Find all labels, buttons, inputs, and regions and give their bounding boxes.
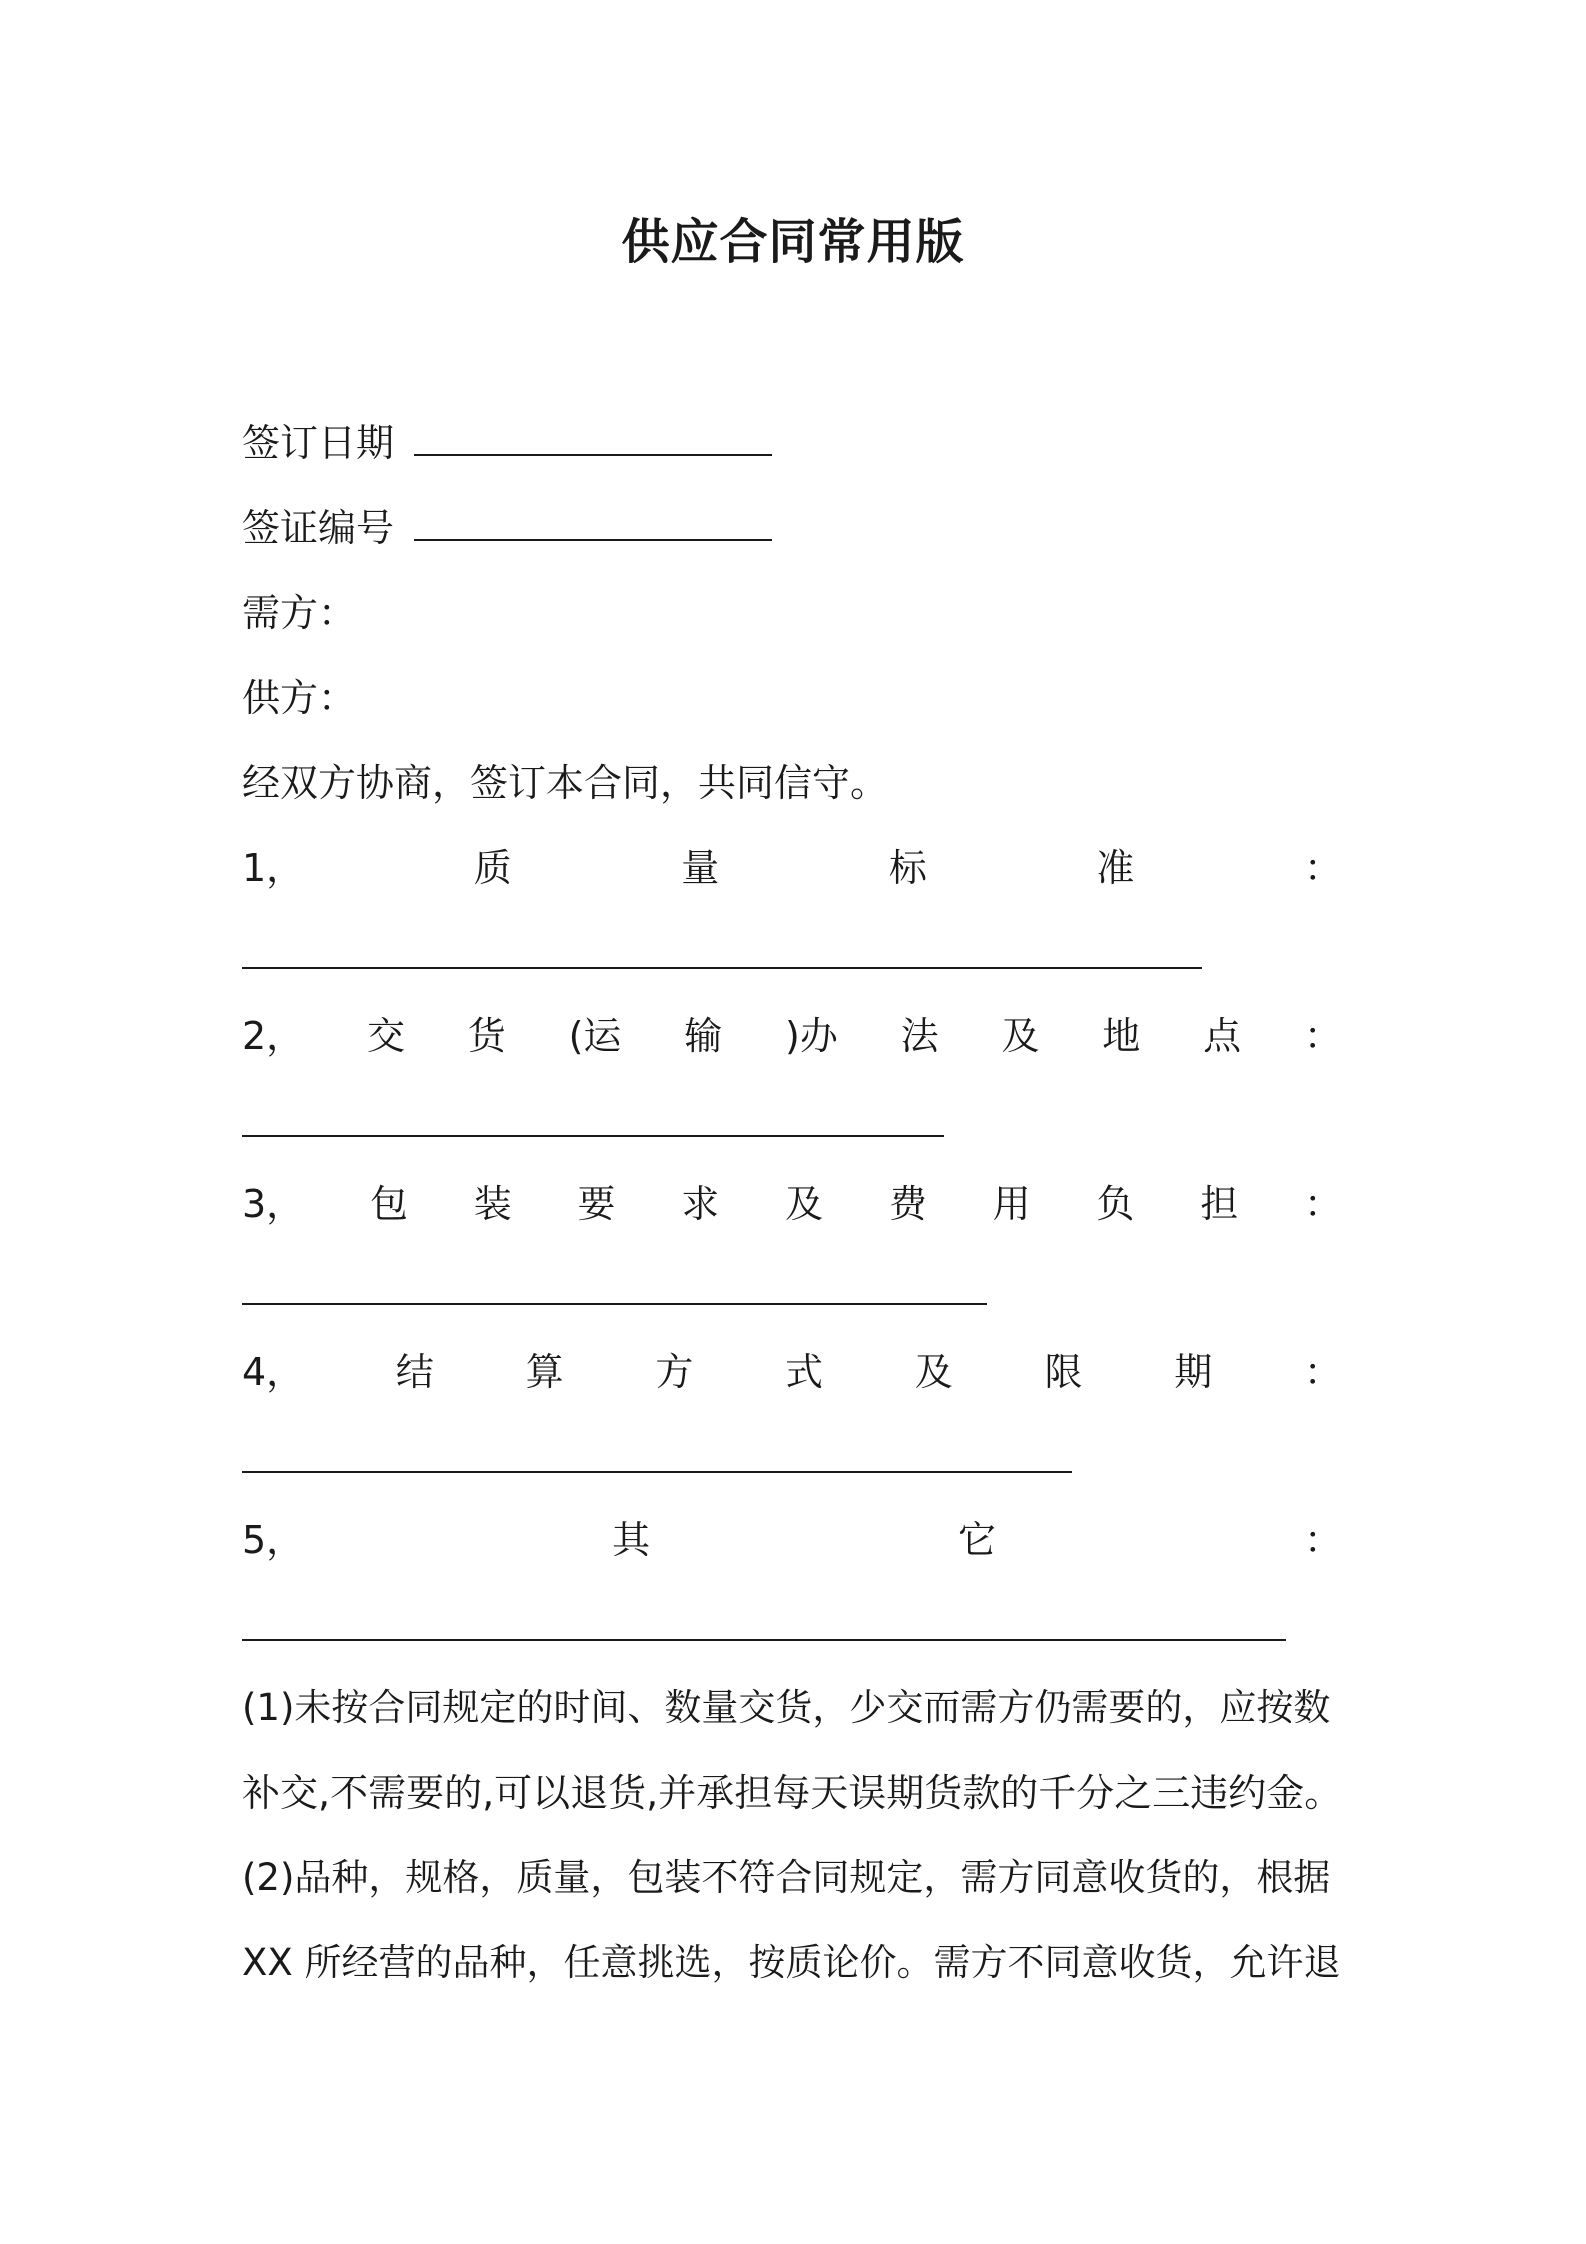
- clause-colon: ：: [1303, 1518, 1342, 1562]
- sign-date-blank[interactable]: [414, 418, 772, 456]
- clause-char: 包: [369, 1182, 408, 1226]
- clause-char: 地: [1102, 1014, 1141, 1058]
- clause-char: 式: [785, 1350, 824, 1394]
- sign-date-label: 签订日期: [242, 421, 395, 465]
- visa-number-label: 签证编号: [242, 506, 395, 550]
- clause-char: )办: [785, 1014, 838, 1058]
- clause-char: 装: [473, 1182, 512, 1226]
- buyer-row: [242, 585, 356, 641]
- clause-number: 4，: [242, 1350, 305, 1394]
- clause-char: 准: [1096, 846, 1135, 890]
- supplier-label: 供方：: [242, 676, 357, 720]
- intro-text: 经双方协商，签订本合同，共同信守。: [242, 761, 889, 805]
- clause-char: 结: [395, 1350, 434, 1394]
- clause-char: 费: [888, 1182, 927, 1226]
- clause-char: 它: [958, 1518, 997, 1562]
- clause-colon: ：: [1303, 1182, 1342, 1226]
- clause-char: 量: [681, 846, 720, 890]
- paragraph-line: (1)未按合同规定的时间、数量交货，少交而需方仍需要的，应按数: [242, 1686, 1331, 1729]
- clause-4-heading: [242, 1344, 1342, 1400]
- clause-char: 及: [914, 1350, 953, 1394]
- clause-2-heading: [242, 1008, 1342, 1064]
- clause-char: 期: [1174, 1350, 1213, 1394]
- clause-char: 标: [888, 846, 927, 890]
- clause-char: 担: [1200, 1182, 1239, 1226]
- clause-number: 2，: [242, 1014, 305, 1058]
- clause-1-blank[interactable]: [242, 967, 1202, 969]
- clause-char: 方: [655, 1350, 694, 1394]
- clause-char: 法: [900, 1014, 939, 1058]
- visa-number-blank[interactable]: [414, 503, 772, 541]
- paragraph-line: XX 所经营的品种，任意挑选，按质论价。需方不同意收货，允许退: [242, 1941, 1341, 1984]
- supplier-row: [242, 670, 356, 726]
- clause-char: 及: [785, 1182, 824, 1226]
- clause-1-heading: [242, 840, 1342, 896]
- visa-number-row: [242, 500, 772, 556]
- document-title: 供应合同常用版: [621, 214, 965, 270]
- sign-date-row: [242, 415, 772, 471]
- clause-char: 其: [612, 1518, 651, 1562]
- clause-3-heading: [242, 1176, 1342, 1232]
- clause-number: 1，: [242, 846, 305, 890]
- clause-char: 点: [1203, 1014, 1242, 1058]
- clause-char: 限: [1044, 1350, 1083, 1394]
- clause-char: 交: [366, 1014, 405, 1058]
- clause-3-blank[interactable]: [242, 1303, 987, 1305]
- clause-char: 用: [992, 1182, 1031, 1226]
- clause-colon: ：: [1303, 1350, 1342, 1394]
- clause-char: 算: [525, 1350, 564, 1394]
- clause-colon: ：: [1303, 846, 1342, 890]
- clause-char: 质: [473, 846, 512, 890]
- buyer-label: 需方：: [242, 591, 357, 635]
- clause-char: 要: [577, 1182, 616, 1226]
- clause-char: 负: [1096, 1182, 1135, 1226]
- clause-char: (运: [568, 1014, 622, 1058]
- clause-colon: ：: [1303, 1014, 1342, 1058]
- paragraph-line: 补交,不需要的,可以退货,并承担每天误期货款的千分之三违约金。: [242, 1771, 1343, 1815]
- clause-char: 求: [681, 1182, 720, 1226]
- clause-char: 及: [1001, 1014, 1040, 1058]
- clause-number: 3，: [242, 1182, 305, 1226]
- clause-2-blank[interactable]: [242, 1135, 944, 1137]
- clause-5-blank[interactable]: [242, 1639, 1286, 1641]
- clause-4-blank[interactable]: [242, 1471, 1072, 1473]
- clause-number: 5，: [242, 1518, 305, 1562]
- paragraph-line: (2)品种，规格，质量，包装不符合同规定，需方同意收货的，根据: [242, 1856, 1331, 1899]
- clause-char: 输: [684, 1014, 723, 1058]
- clause-5-heading: [242, 1512, 1342, 1568]
- clause-char: 货: [467, 1014, 506, 1058]
